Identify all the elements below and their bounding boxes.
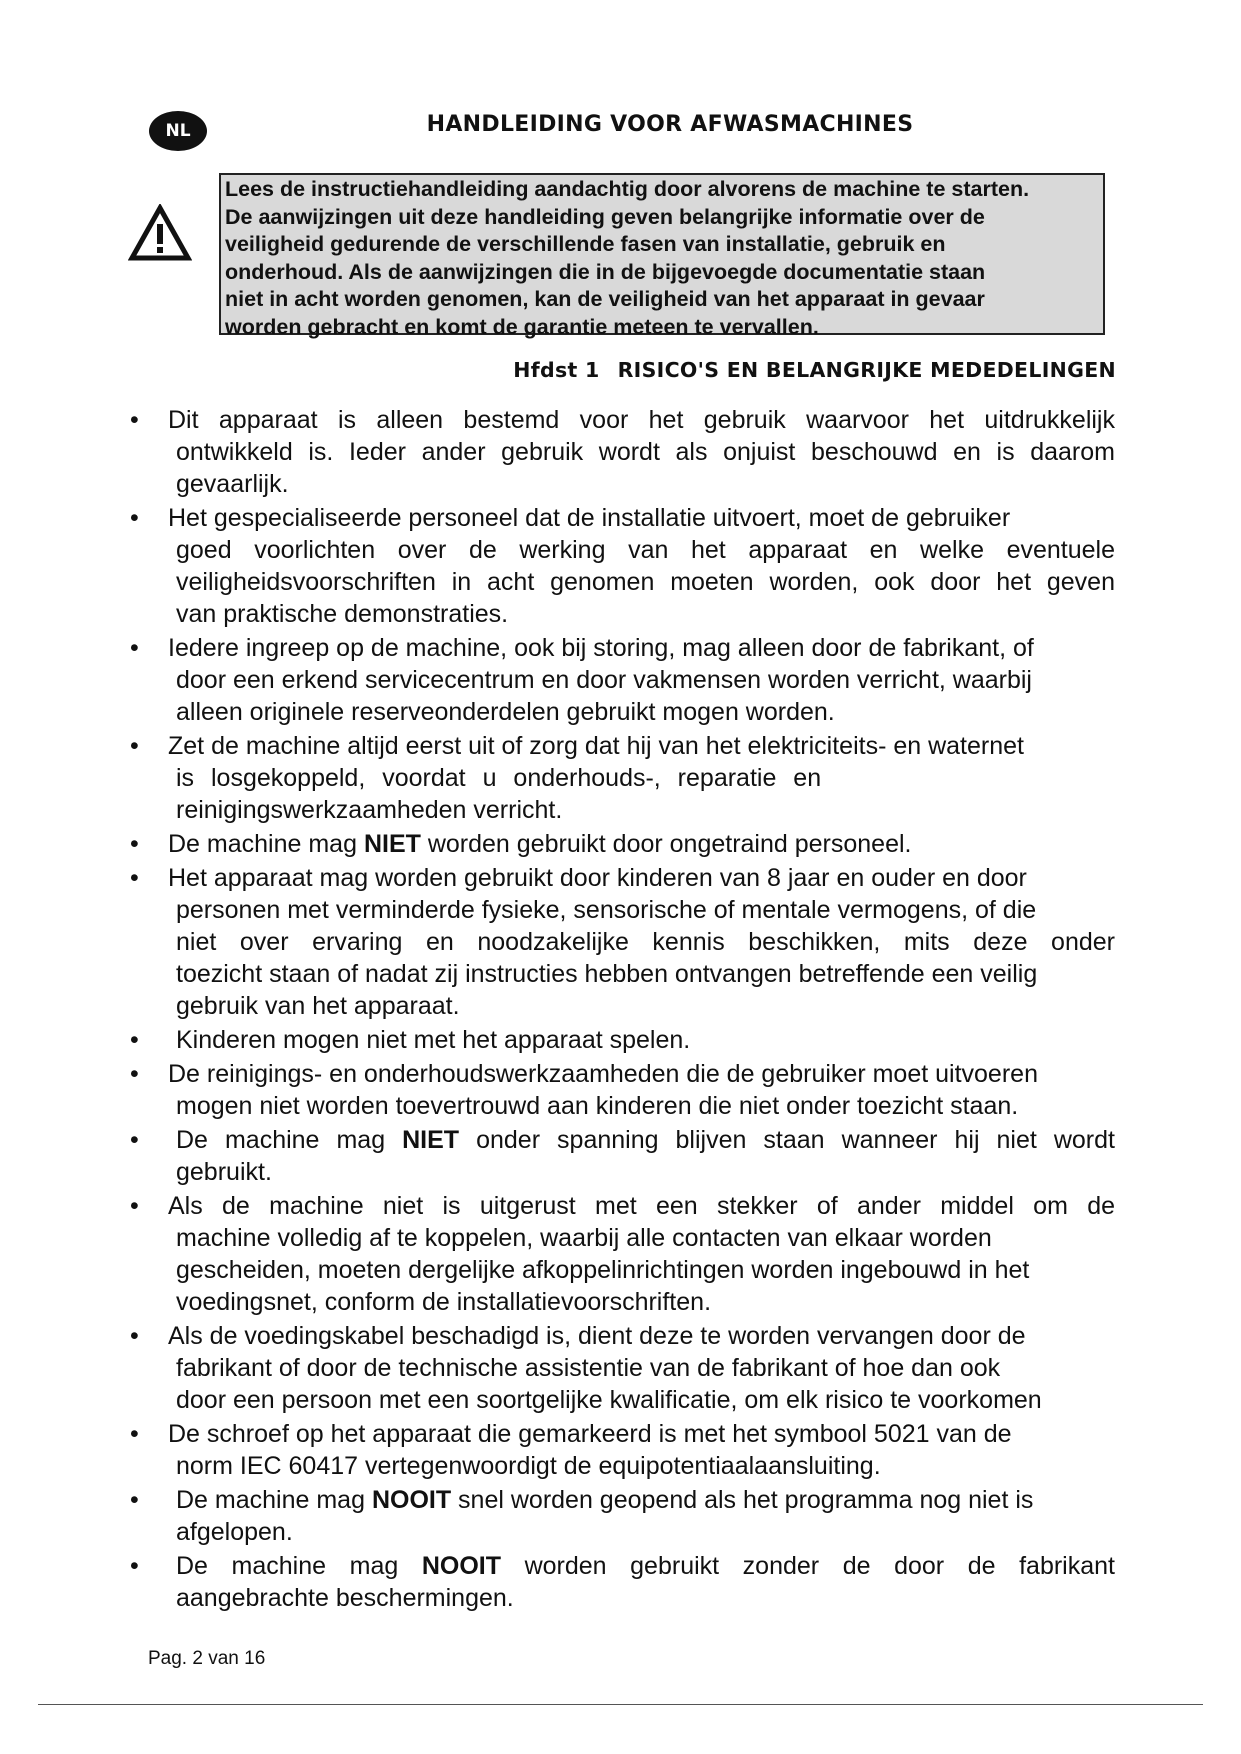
item-line: gevaarlijk. [176, 470, 289, 498]
bullet-icon: • [130, 732, 139, 760]
list-item [130, 828, 1115, 860]
list-item [130, 1418, 1115, 1482]
item-text: worden gebruikt zonder de door de fabrikant [501, 1552, 1115, 1580]
item-line: voedingsnet, conform de installatievoorschriften. [176, 1288, 712, 1316]
item-line: aangebrachte beschermingen. [176, 1584, 514, 1612]
list-item [130, 1124, 1115, 1188]
list-item [130, 1320, 1115, 1416]
bullet-icon: • [130, 830, 139, 858]
bullet-icon: • [130, 1420, 139, 1448]
language-badge: NL [149, 111, 207, 151]
item-line: alleen originele reserveonderdelen gebruikt mogen worden. [176, 698, 835, 726]
warning-line: niet in acht worden genomen, kan de veiligheid van het apparaat in gevaar [225, 287, 985, 311]
emphasis-text: NIET [363, 830, 421, 858]
item-line: norm IEC 60417 vertegenwoordigt de equipotentiaalaansluiting. [176, 1452, 881, 1480]
item-text: De machine mag [168, 830, 364, 858]
bullet-icon: • [130, 1192, 139, 1220]
item-text: De machine mag [176, 1126, 403, 1154]
footer-divider [38, 1704, 1203, 1705]
bullet-icon: • [130, 1552, 139, 1580]
item-line: mogen niet worden toevertrouwd aan kinderen die niet onder toezicht staan. [176, 1092, 1019, 1120]
list-item [130, 404, 1115, 500]
item-text: De machine mag [176, 1552, 422, 1580]
item-line: niet over ervaring en noodzakelijke kennis beschikken, mits deze onder [176, 928, 1115, 956]
item-line: toezicht staan of nadat zij instructies hebben ontvangen betreffende een veilig [176, 960, 1038, 988]
bullet-icon: • [130, 504, 139, 532]
item-line: van praktische demonstraties. [176, 600, 509, 628]
item-line: door een persoon met een soortgelijke kwalificatie, om elk risico te voorkomen [176, 1386, 1042, 1414]
item-line [168, 1550, 1115, 1582]
item-line: gebruikt. [176, 1158, 272, 1186]
item-line: Kinderen mogen niet met het apparaat spelen. [176, 1026, 691, 1054]
item-line: door een erkend servicecentrum en door vakmensen worden verricht, waarbij [176, 666, 1032, 694]
bullet-icon: • [130, 1486, 139, 1514]
item-line [168, 828, 1115, 860]
list-item [130, 1024, 1115, 1056]
item-text: onder spanning blijven staan wanneer hij niet wordt [459, 1126, 1115, 1154]
item-line: De reinigings- en onderhoudswerkzaamheden die de gebruiker moet uitvoeren [168, 1060, 1038, 1088]
emphasis-text: NIET [402, 1126, 460, 1154]
item-line: Iedere ingreep op de machine, ook bij storing, mag alleen door de fabrikant, of [168, 634, 1034, 662]
list-item [130, 1484, 1115, 1548]
emphasis-text: NOOIT [371, 1486, 452, 1514]
item-line: machine volledig af te koppelen, waarbij alle contacten van elkaar worden [176, 1224, 992, 1252]
warning-notice-box [219, 173, 1105, 339]
list-item [130, 1550, 1115, 1614]
item-line: Zet de machine altijd eerst uit of zorg dat hij van het elektriciteits- en waternet [168, 732, 1024, 760]
emphasis-text: NOOIT [421, 1552, 501, 1580]
warning-line: onderhoud. Als de aanwijzingen die in de bijgevoegde documentatie staan [225, 259, 986, 284]
list-item [130, 632, 1115, 728]
item-text: snel worden geopend als het programma nog niet is [451, 1486, 1034, 1514]
page-number: Pag. 2 van 16 [148, 1648, 266, 1669]
list-item [130, 862, 1115, 1022]
item-line: Het gespecialiseerde personeel dat de installatie uitvoert, moet de gebruiker [168, 504, 1011, 532]
warning-line: Lees de instructiehandleiding aandachtig door alvorens de machine te starten. [225, 177, 1030, 201]
bullet-icon: • [130, 1322, 139, 1350]
item-line: goed voorlichten over de werking van het apparaat en welke eventuele [176, 536, 1115, 564]
bullet-icon: • [130, 1060, 139, 1088]
warning-line: De aanwijzingen uit deze handleiding geven belangrijke informatie over de [225, 204, 985, 229]
item-line: Dit apparaat is alleen bestemd voor het gebruik waarvoor het uitdrukkelijk [168, 406, 1115, 434]
chapter-title: RISICO'S EN BELANGRIJKE MEDEDELINGEN [617, 358, 1116, 382]
item-line: fabrikant of door de technische assistentie van de fabrikant of hoe dan ook [176, 1354, 1001, 1382]
item-line: gescheiden, moeten dergelijke afkoppelinrichtingen worden ingebouwd in het [176, 1256, 1030, 1284]
chapter-number: Hfdst 1 [513, 358, 600, 382]
item-line: ontwikkeld is. Ieder ander gebruik wordt als onjuist beschouwd en is daarom [176, 438, 1115, 466]
item-line: veiligheidsvoorschriften in acht genomen moeten worden, ook door het geven [176, 568, 1115, 596]
bullet-icon: • [130, 864, 139, 892]
item-text: De machine mag [176, 1486, 372, 1514]
item-line: Als de voedingskabel beschadigd is, dient deze te worden vervangen door de [168, 1322, 1026, 1350]
document-title: HANDLEIDING VOOR AFWASMACHINES [426, 112, 914, 137]
item-text: worden gebruikt door ongetraind personeel. [420, 830, 912, 858]
item-line: personen met verminderde fysieke, sensorische of mentale vermogens, of die [176, 896, 1037, 924]
bullet-icon: • [130, 1126, 139, 1154]
item-line: Het apparaat mag worden gebruikt door kinderen van 8 jaar en ouder en door [168, 864, 1027, 892]
bullet-icon: • [130, 634, 139, 662]
safety-rules-list [130, 404, 1115, 1616]
item-line [168, 1484, 1115, 1516]
item-line [168, 1124, 1115, 1156]
list-item [130, 1058, 1115, 1122]
item-line: De schroef op het apparaat die gemarkeerd is met het symbool 5021 van de [168, 1420, 1012, 1448]
bullet-icon: • [130, 1026, 139, 1054]
list-item [130, 730, 1115, 826]
item-line: is losgekoppeld, voordat u onderhouds-, reparatie en [176, 764, 822, 792]
item-line: reinigingswerkzaamheden verricht. [176, 796, 563, 824]
item-line: afgelopen. [176, 1518, 293, 1546]
warning-triangle-icon [128, 204, 192, 262]
list-item [130, 502, 1115, 630]
warning-line: worden gebracht en komt de garantie meteen te vervallen. [225, 314, 819, 339]
list-item [130, 1190, 1115, 1318]
item-line: gebruik van het apparaat. [176, 992, 460, 1020]
warning-line: veiligheid gedurende de verschillende fasen van installatie, gebruik en [225, 232, 946, 256]
chapter-heading [380, 358, 1116, 382]
item-line: Als de machine niet is uitgerust met een stekker of ander middel om de [168, 1192, 1115, 1220]
bullet-icon: • [130, 406, 139, 434]
